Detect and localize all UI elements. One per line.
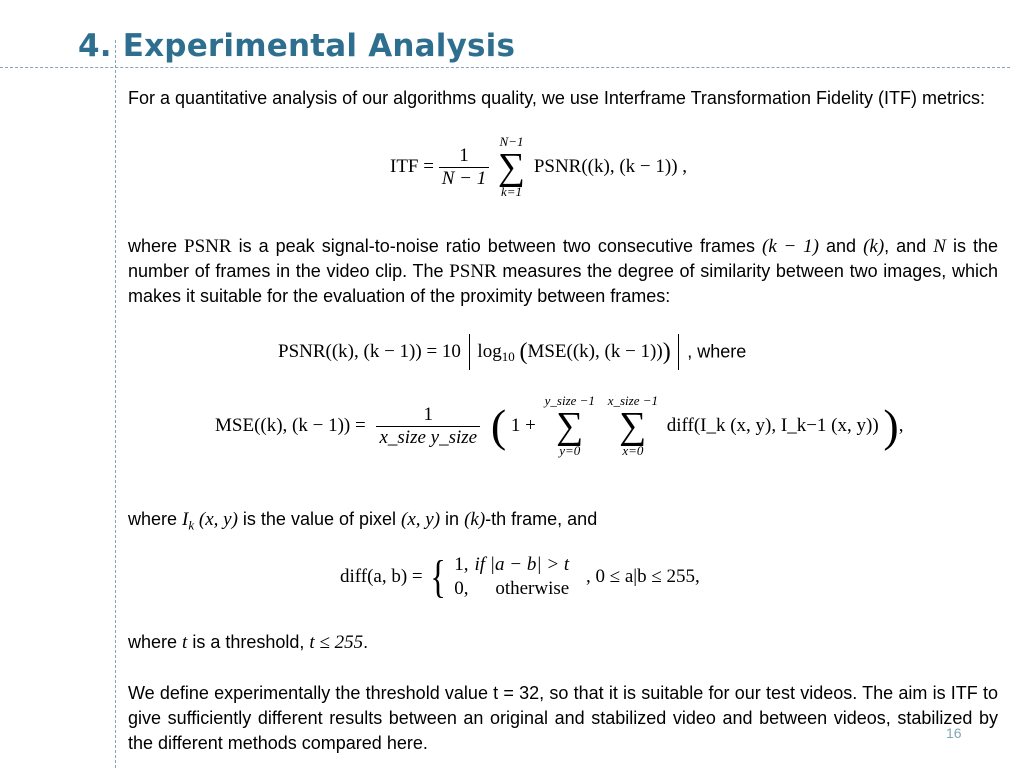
big-paren-open: ( <box>490 400 507 451</box>
p3-text-1: where <box>128 509 183 529</box>
mse-fraction <box>376 404 480 449</box>
itf-lhs: ITF = <box>390 156 434 177</box>
diff-lhs: diff(a, b) = <box>340 566 423 587</box>
p3-math-xy: (x, y) <box>194 509 238 530</box>
p3-text-4: -th frame, and <box>485 509 598 529</box>
p4-text-3: . <box>363 632 369 652</box>
mse-sum-x-upper: x_size −1 <box>607 393 658 408</box>
psnr-description-paragraph <box>128 234 998 309</box>
mse-one-plus: 1 + <box>510 415 536 436</box>
diff-tail: , 0 ≤ a|b ≤ 255, <box>585 566 700 587</box>
mse-sum-y-lower: y=0 <box>559 443 581 458</box>
p3-math-k: (k) <box>464 509 486 530</box>
mse-sum-y-upper: y_size −1 <box>544 393 595 408</box>
psnr-equation <box>278 334 746 370</box>
itf-fraction-denominator: N − 1 <box>439 167 490 190</box>
abs-bar-right <box>678 334 679 370</box>
paren-close: ) <box>662 339 671 365</box>
case-2-value: 0, <box>454 578 469 599</box>
sigma-symbol-x: ∑ <box>619 405 647 447</box>
itf-equation <box>390 135 687 199</box>
diff-equation <box>340 553 700 601</box>
p2-math-k: (k) <box>863 236 885 257</box>
case-1-condition: if |a − b| > t <box>474 554 570 575</box>
p2-text-6: measures the degree of similarity between two images, which makes it suitable for the evaluation of the proximity between frames: <box>128 261 999 306</box>
cases-brace: { <box>430 551 447 602</box>
p3-math-i-sub: k <box>188 517 195 533</box>
p4-text-2: is a threshold, <box>187 632 310 652</box>
mse-fraction-numerator: 1 <box>423 403 434 425</box>
psnr-mse-body: MSE((k), (k − 1)) <box>527 341 663 362</box>
abs-bar-left <box>469 334 470 370</box>
mse-tail: , <box>898 415 904 436</box>
intro-paragraph: For a quantitative analysis of our algorithms quality, we use Interframe Transformation Fidelity (ITF) metrics: <box>128 88 985 108</box>
p2-math-k-minus-1: (k − 1) <box>762 236 819 257</box>
mse-lhs: MSE((k), (k − 1)) = <box>215 415 366 436</box>
big-paren-close: ) <box>883 400 899 451</box>
case-1-value: 1, <box>454 554 469 575</box>
itf-body: PSNR((k), (k − 1)) , <box>533 156 688 177</box>
conclusion-paragraph: We define experimentally the threshold value t = 32, so that it is suitable for our test videos. The aim is ITF to give sufficiently different results between an original and stabilized video and between videos, stabilized by the different methods compared here. <box>128 683 998 753</box>
psnr-lhs: PSNR((k), (k − 1)) = 10 <box>278 341 461 362</box>
p4-math-t: t <box>182 632 188 653</box>
case-row-1 <box>454 553 575 577</box>
mse-body: diff(I_k (x, y), I_k−1 (x, y)) <box>666 415 879 436</box>
p3-text-2: is the value of pixel <box>237 509 402 529</box>
cases-table <box>454 553 575 601</box>
log-subscript: 10 <box>501 349 515 365</box>
case-2-condition: otherwise <box>495 578 570 599</box>
p4-text-1: where <box>128 632 183 652</box>
itf-sum-upper: N−1 <box>499 134 524 149</box>
p2-text-4: , and <box>884 236 934 256</box>
mse-sum-y <box>545 394 595 458</box>
p3-math-xy-2: (x, y) <box>401 509 441 530</box>
mse-equation <box>215 394 904 458</box>
p3-math-i: I <box>182 509 189 530</box>
p2-text-1: where <box>128 236 185 256</box>
title-divider-horizontal <box>0 67 1010 68</box>
psnr-tail: , where <box>687 341 747 362</box>
itf-sum-lower: k=1 <box>500 184 523 199</box>
p2-math-psnr-2: PSNR <box>449 261 497 282</box>
sigma-symbol: ∑ <box>497 146 526 188</box>
mse-sum-x-lower: x=0 <box>622 443 644 458</box>
paren-open: ( <box>519 339 528 365</box>
title-divider-vertical <box>115 40 116 768</box>
p3-text-3: in <box>440 509 465 529</box>
mse-sum-x <box>608 394 658 458</box>
itf-fraction <box>439 145 490 190</box>
p2-math-psnr: PSNR <box>184 236 232 257</box>
p2-text-2: is a peak signal-to-noise ratio between two consecutive frames <box>231 236 763 256</box>
p2-text-5: is the number of frames in the video clip. The <box>128 236 998 281</box>
mse-fraction-denominator: x_size y_size <box>376 426 480 449</box>
p2-math-n: N <box>933 236 946 257</box>
p2-text-3: and <box>818 236 864 256</box>
itf-fraction-numerator: 1 <box>459 144 469 166</box>
case-row-2 <box>454 577 575 601</box>
pixel-description-paragraph <box>128 507 998 538</box>
page-number: 16 <box>946 725 962 741</box>
sigma-symbol-y: ∑ <box>556 405 584 447</box>
page-title: 4. Experimental Analysis <box>78 28 516 64</box>
itf-summation <box>498 135 525 199</box>
p4-math-t-le-255: t ≤ 255 <box>309 632 364 653</box>
threshold-paragraph <box>128 630 998 655</box>
log-text: log <box>477 341 502 362</box>
